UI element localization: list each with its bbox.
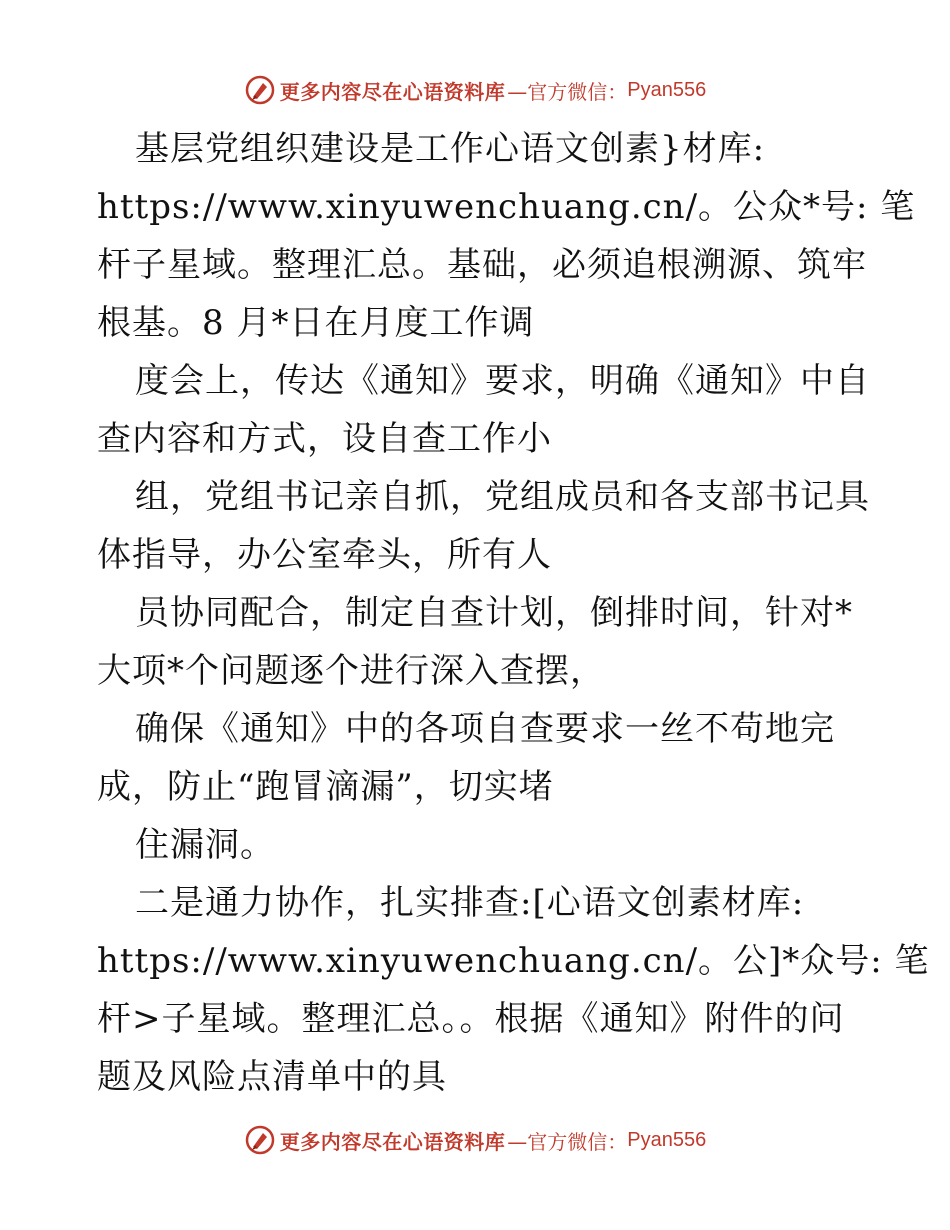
banner-contact-label: —官方微信： [507, 79, 628, 104]
banner-contact-label: —官方微信： [507, 1129, 628, 1154]
header-banner [0, 70, 950, 110]
banner-title: 更多内容尽在心语资料库 [279, 79, 506, 104]
text-line: 题及风险点清单中的具 [97, 1057, 447, 1097]
text-line: 体指导，办公室牵头，所有人 [97, 535, 552, 575]
text-line: 基层党组织建设是工作心语文创素}材库: [135, 129, 766, 169]
text-line: 杆子星域。整理汇总。基础，必须追根溯源、筑牢 [97, 245, 867, 285]
pen-nib-logo-icon [244, 1124, 276, 1156]
text-line: 成，防止“跑冒滴漏”，切实堵 [97, 767, 554, 807]
banner-wechat-handle: Pyan556 [627, 78, 707, 101]
banner-wechat-handle: Pyan556 [627, 1128, 707, 1151]
text-line: 住漏洞。 [135, 825, 275, 865]
text-line: 杆>子星域。整理汇总。。根据《通知》附件的问 [97, 999, 845, 1039]
text-line: 查内容和方式，设自查工作小 [97, 419, 552, 459]
text-line: 度会上，传达《通知》要求，明确《通知》中自 [135, 361, 870, 401]
text-line: https://www.xinyuwenchuang.cn/。公]*众号: 笔 [97, 941, 930, 981]
pen-nib-logo-icon [244, 74, 276, 106]
text-line: 二是通力协作，扎实排查:[心语文创素材库: [135, 883, 805, 923]
text-line: 确保《通知》中的各项自查要求一丝不苟地完 [135, 709, 835, 749]
banner-title: 更多内容尽在心语资料库 [279, 1129, 506, 1154]
document-body [97, 120, 930, 1106]
footer-banner [0, 1120, 950, 1160]
text-line: 组，党组书记亲自抓，党组成员和各支部书记具 [135, 477, 870, 517]
text-line: https://www.xinyuwenchuang.cn/。公众*号: 笔 [97, 187, 916, 227]
text-line: 根基。8 月*日在月度工作调 [97, 303, 535, 343]
text-line: 员协同配合，制定自查计划，倒排时间，针对* [135, 593, 853, 633]
text-line: 大项*个问题逐个进行深入查摆， [97, 651, 605, 691]
